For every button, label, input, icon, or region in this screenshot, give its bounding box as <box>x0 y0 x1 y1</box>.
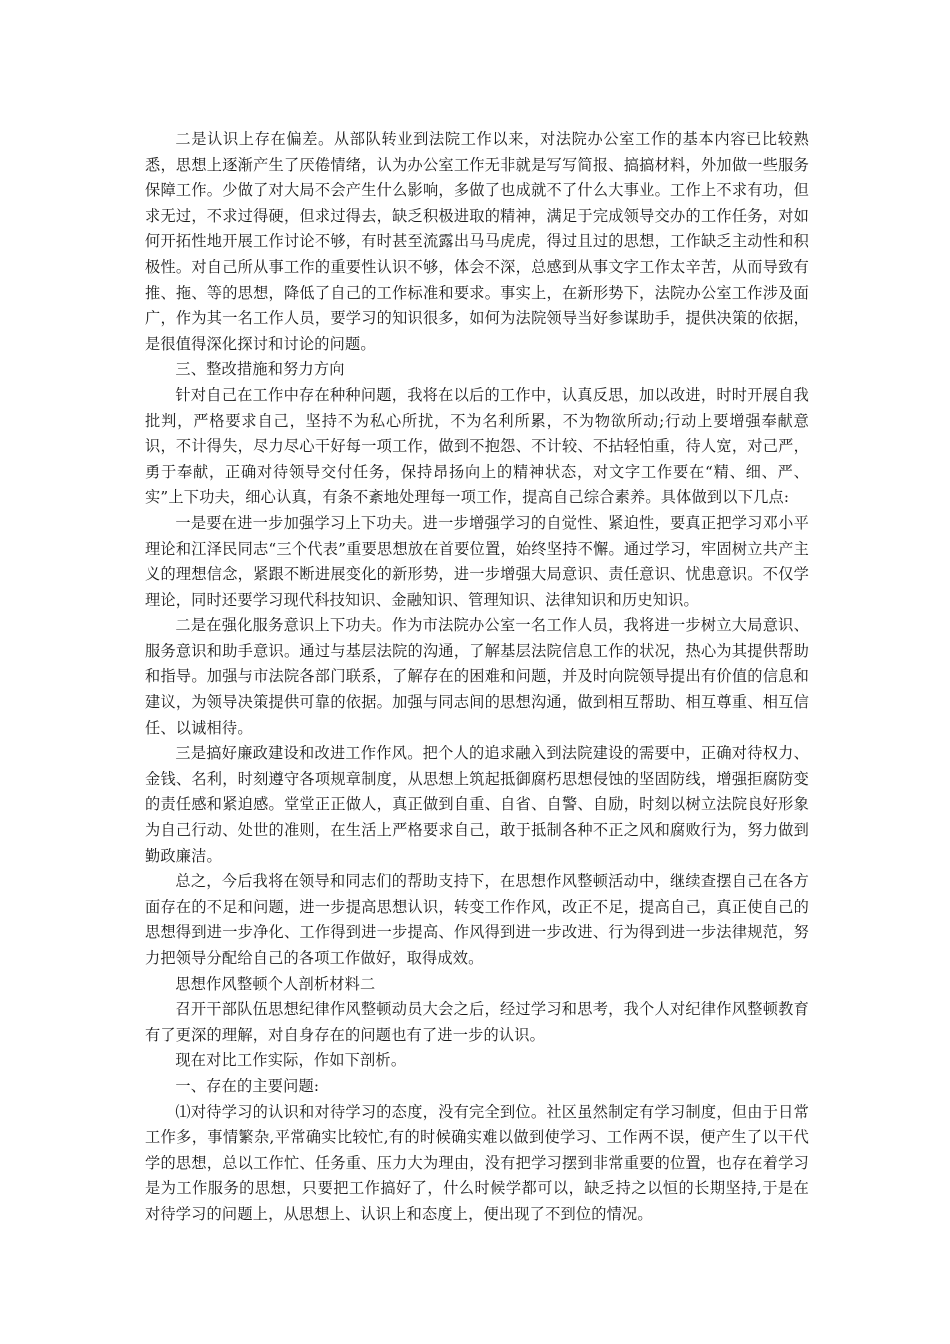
paragraph-mobilization-meeting: 召开干部队伍思想纪律作风整顿动员大会之后，经过学习和思考，我个人对纪律作风整顿教育有了更深的理解，对自身存在的问题也有了进一步的认识。 <box>145 1000 809 1044</box>
paragraph-cognition-bias: 二是认识上存在偏差。从部队转业到法院工作以来，对法院办公室工作的基本内容已比较熟悉，思想上逐渐产生了厌倦情绪，认为办公室工作无非就是写写简报、搞搞材料，外加做一些服务保障工作。少做了对大局不会产生什么影响，多做了也成就不了什么大事业。工作上不求有功，但求无过，不求过得硬，但求过得去，缺乏积极进取的精神，满足于完成领导交办的工作任务，对如何开拓性地开展工作讨论不够，有时甚至流露出马马虎虎，得过且过的思想，工作缺乏主动性和积极性。对自己所从事工作的重要性认识不够，体会不深，总感到从事文字工作太辛苦，从而导致有推、拖、等的思想，降低了自己的工作标准和要求。事实上，在新形势下，法院办公室工作涉及面广，作为其一名工作人员，要学习的知识很多，如何为法院领导当好参谋助手，提供决策的依据，是很值得深化探讨和讨论的问题。 <box>145 130 809 353</box>
paragraph-study-effort: 一是要在进一步加强学习上下功夫。进一步增强学习的自觉性、紧迫性，要真正把学习邓小平理论和江泽民同志“三个代表”重要思想放在首要位置，始终坚持不懈。通过学习，牢固树立共产主义的理想信念，紧跟不断进展变化的新形势，进一步增强大局意识、责任意识、忧患意识。不仅学理论，同时还要学习现代科技知识、金融知识、管理知识、法律知识和历史知识。 <box>145 513 809 609</box>
heading-rectification-measures: 三、整改措施和努力方向 <box>175 360 345 379</box>
heading-main-problems: 一、存在的主要问题: <box>175 1076 320 1095</box>
paragraph-conclusion: 总之，今后我将在领导和同志们的帮助支持下，在思想作风整顿活动中，继续查摆自己在各方面存在的不足和问题，进一步提高思想认识，转变工作作风，改正不足，提高自己，真正使自己的思想得到进一步净化、工作得到进一步提高、作风得到进一步改进、行为得到进一步法律规范，努力把领导分配给自己的各项工作做好，取得成效。 <box>145 872 809 967</box>
paragraph-analysis-intro: 现在对比工作实际，作如下剖析。 <box>175 1051 407 1070</box>
paragraph-self-reflection: 针对自己在工作中存在种种问题，我将在以后的工作中，认真反思，加以改进，时时开展自我批判，严格要求自己，坚持不为私心所扰，不为名利所累，不为物欲所动;行动上要增强奉献意识，不计得失，尽力尽心干好每一项工作，做到不抱怨、不计较、不拈轻怕重，待人宽，对己严，勇于奉献，正确对待领导交付任务，保持昂扬向上的精神状态，对文字工作要在“精、细、严、实”上下功夫，细心认真，有条不紊地处理每一项工作，提高自己综合素养。具体做到以下几点: <box>145 385 809 507</box>
document-body <box>145 127 809 1228</box>
heading-material-two: 思想作风整顿个人剖析材料二 <box>175 974 376 993</box>
paragraph-integrity-style: 三是搞好廉政建设和改进工作作风。把个人的追求融入到法院建设的需要中，正确对待权力、金钱、名利，时刻遵守各项规章制度，从思想上筑起抵御腐朽思想侵蚀的坚固防线，增强拒腐防变的责任感和紧迫感。堂堂正正做人，真正做到自重、自省、自警、自励，时刻以树立法院良好形象为自己行动、处世的准则，在生活上严格要求自己，敢于抵制各种不正之风和腐败行为，努力做到勤政廉洁。 <box>145 744 809 865</box>
paragraph-study-attitude: ⑴对待学习的认识和对待学习的态度，没有完全到位。社区虽然制定有学习制度，但由于日常工作多，事情繁杂,平常确实比较忙,有的时候确实难以做到使学习、工作两不误，便产生了以干代学的思想，总以工作忙、任务重、压力大为理由，没有把学习摆到非常重要的位置，也存在着学习是为工作服务的思想，只要把工作搞好了，什么时候学都可以，缺乏持之以恒的长期坚持,于是在对待学习的问题上，从思想上、认识上和态度上，便出现了不到位的情况。 <box>145 1102 809 1223</box>
paragraph-service-awareness: 二是在强化服务意识上下功夫。作为市法院办公室一名工作人员，我将进一步树立大局意识、服务意识和助手意识。通过与基层法院的沟通，了解基层法院信息工作的状况，热心为其提供帮助和指导。加强与市法院各部门联系，了解存在的困难和问题，并及时向院领导提出有价值的信息和建议，为领导决策提供可靠的依据。加强与同志间的思想沟通，做到相互帮助、相互尊重、相互信任、以诚相待。 <box>145 616 809 737</box>
